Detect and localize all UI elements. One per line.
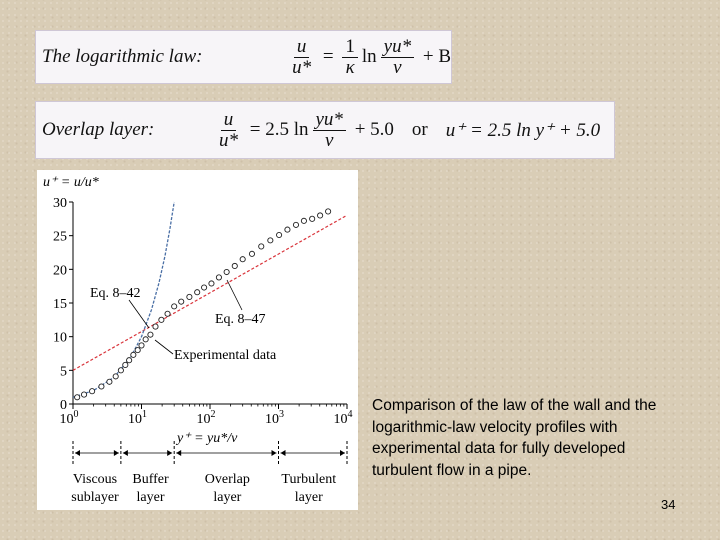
- coef-denominator: κ: [345, 56, 355, 78]
- log-law-label: The logarithmic law:: [42, 46, 203, 67]
- figure-caption: Comparison of the law of the wall and the logarithmic-law velocity profiles with experimental data for fully developed turbulent flow in a pipe.: [372, 397, 657, 479]
- region-label: Turbulent: [281, 472, 337, 487]
- log-law-equation: [35, 30, 452, 84]
- arg-denominator: ν: [393, 56, 402, 78]
- experimental-data-point: [153, 324, 158, 329]
- annotation-eq-8-47-leader: [227, 280, 242, 310]
- x-tick-label: $10^4$: [333, 409, 353, 427]
- equals-sign: =: [318, 46, 339, 67]
- experimental-data-point: [209, 281, 214, 286]
- experimental-data-point: [135, 348, 140, 353]
- region-label: sublayer: [71, 490, 119, 505]
- overlap-arg-denominator: ν: [325, 129, 334, 151]
- arg-fraction: [381, 37, 414, 78]
- overlap-coef-text: = 2.5 ln: [245, 119, 309, 140]
- overlap-lhs-fraction: [216, 110, 241, 151]
- overlap-arg-fraction: [313, 110, 346, 151]
- experimental-data-point: [118, 368, 123, 373]
- experimental-data-point: [232, 263, 237, 268]
- experimental-data-point: [99, 384, 104, 389]
- experimental-data-point: [249, 251, 254, 256]
- experimental-data-point: [148, 332, 153, 337]
- tail-text: + B: [418, 46, 451, 67]
- experimental-data-point: [89, 389, 94, 394]
- lhs-fraction: [289, 37, 314, 78]
- experimental-data-point: [285, 227, 290, 232]
- annotation-eq-8-42: Eq. 8–42: [90, 286, 141, 301]
- overlap-lhs-denominator: u*: [219, 129, 238, 151]
- region-arrowhead-left: [75, 450, 80, 456]
- experimental-data-point: [195, 290, 200, 295]
- y-tick-label: 30: [53, 196, 67, 211]
- experimental-data-point: [123, 362, 128, 367]
- overlap-label: Overlap layer:: [42, 119, 155, 140]
- experimental-data-point: [127, 358, 132, 363]
- x-tick-label: $10^1$: [128, 409, 147, 427]
- x-tick-label: $10^3$: [265, 409, 284, 427]
- page-number: 34: [661, 497, 676, 512]
- lhs-numerator: u: [294, 37, 310, 58]
- arg-numerator: yu*: [381, 37, 414, 58]
- ln-text: ln: [361, 46, 377, 67]
- overlap-equation: [35, 101, 615, 159]
- log-law-expression: [285, 37, 451, 78]
- y-tick-label: 20: [53, 263, 67, 279]
- annotation-experimental-data: Experimental data: [174, 348, 277, 363]
- overlap-arg-numerator: yu*: [313, 110, 346, 131]
- experimental-data-point: [240, 257, 245, 262]
- overlap-expression: [212, 110, 600, 151]
- overlap-lhs-numerator: u: [221, 110, 237, 131]
- chart-panel: [37, 170, 358, 510]
- overlap-alt-form: u⁺ = 2.5 ln y⁺ + 5.0: [445, 119, 601, 141]
- experimental-data-point: [75, 395, 80, 400]
- experimental-data-point: [268, 238, 273, 243]
- annotation-experimental-leader: [155, 340, 173, 354]
- annotation-eq-8-42-leader: [129, 300, 149, 328]
- y-axis-title: u⁺ = u/u*: [43, 175, 99, 190]
- region-arrowhead-left: [176, 450, 181, 456]
- x-tick-label: $10^2$: [196, 409, 216, 427]
- region-label: layer: [136, 490, 165, 505]
- experimental-data-point: [107, 379, 112, 384]
- experimental-data-point: [259, 244, 264, 249]
- experimental-data-point: [139, 343, 144, 348]
- experimental-data-point: [216, 275, 221, 280]
- y-tick-label: 25: [53, 229, 67, 245]
- experimental-data-point: [159, 317, 164, 322]
- or-text: or: [411, 119, 428, 140]
- experimental-data-point: [187, 294, 192, 299]
- experimental-data-point: [179, 299, 184, 304]
- region-arrowhead-left: [123, 450, 128, 456]
- region-label: Overlap: [204, 472, 250, 487]
- region-arrowhead-right: [272, 450, 277, 456]
- experimental-data-point: [113, 374, 118, 379]
- region-arrowhead-right: [340, 450, 345, 456]
- coef-numerator: 1: [342, 37, 358, 58]
- experimental-data-point: [172, 304, 177, 309]
- experimental-data-point: [276, 232, 281, 237]
- overlap-tail-text: + 5.0: [349, 119, 394, 140]
- experimental-data-point: [318, 213, 323, 218]
- region-arrowhead-right: [114, 450, 119, 456]
- experimental-data-point: [81, 392, 86, 397]
- region-label: Viscous: [72, 472, 118, 487]
- region-label: Buffer: [132, 472, 169, 487]
- experimental-data-point: [131, 352, 136, 357]
- region-arrowhead-left: [281, 450, 286, 456]
- annotation-eq-8-47: Eq. 8–47: [215, 312, 266, 327]
- experimental-data-point: [293, 222, 298, 227]
- experimental-data-point: [301, 218, 306, 223]
- experimental-data-point: [165, 311, 170, 316]
- coef-fraction: [342, 37, 358, 78]
- x-tick-label: $10^0$: [59, 409, 79, 427]
- y-tick-label: 0: [60, 398, 67, 413]
- y-tick-label: 15: [53, 297, 67, 312]
- experimental-data-point: [201, 285, 206, 290]
- experimental-data-point: [143, 337, 148, 342]
- x-axis-title: y⁺ = yu*/ν: [177, 431, 238, 446]
- y-tick-label: 5: [60, 364, 67, 380]
- law-of-wall-chart: [37, 170, 358, 510]
- y-tick-label: 10: [53, 330, 67, 346]
- experimental-data-point: [310, 216, 315, 221]
- experimental-data-point: [326, 209, 331, 214]
- region-label: layer: [294, 490, 323, 505]
- region-label: layer: [213, 490, 242, 505]
- region-arrowhead-right: [167, 450, 172, 456]
- experimental-data-point: [224, 269, 229, 274]
- lhs-denominator: u*: [292, 56, 312, 78]
